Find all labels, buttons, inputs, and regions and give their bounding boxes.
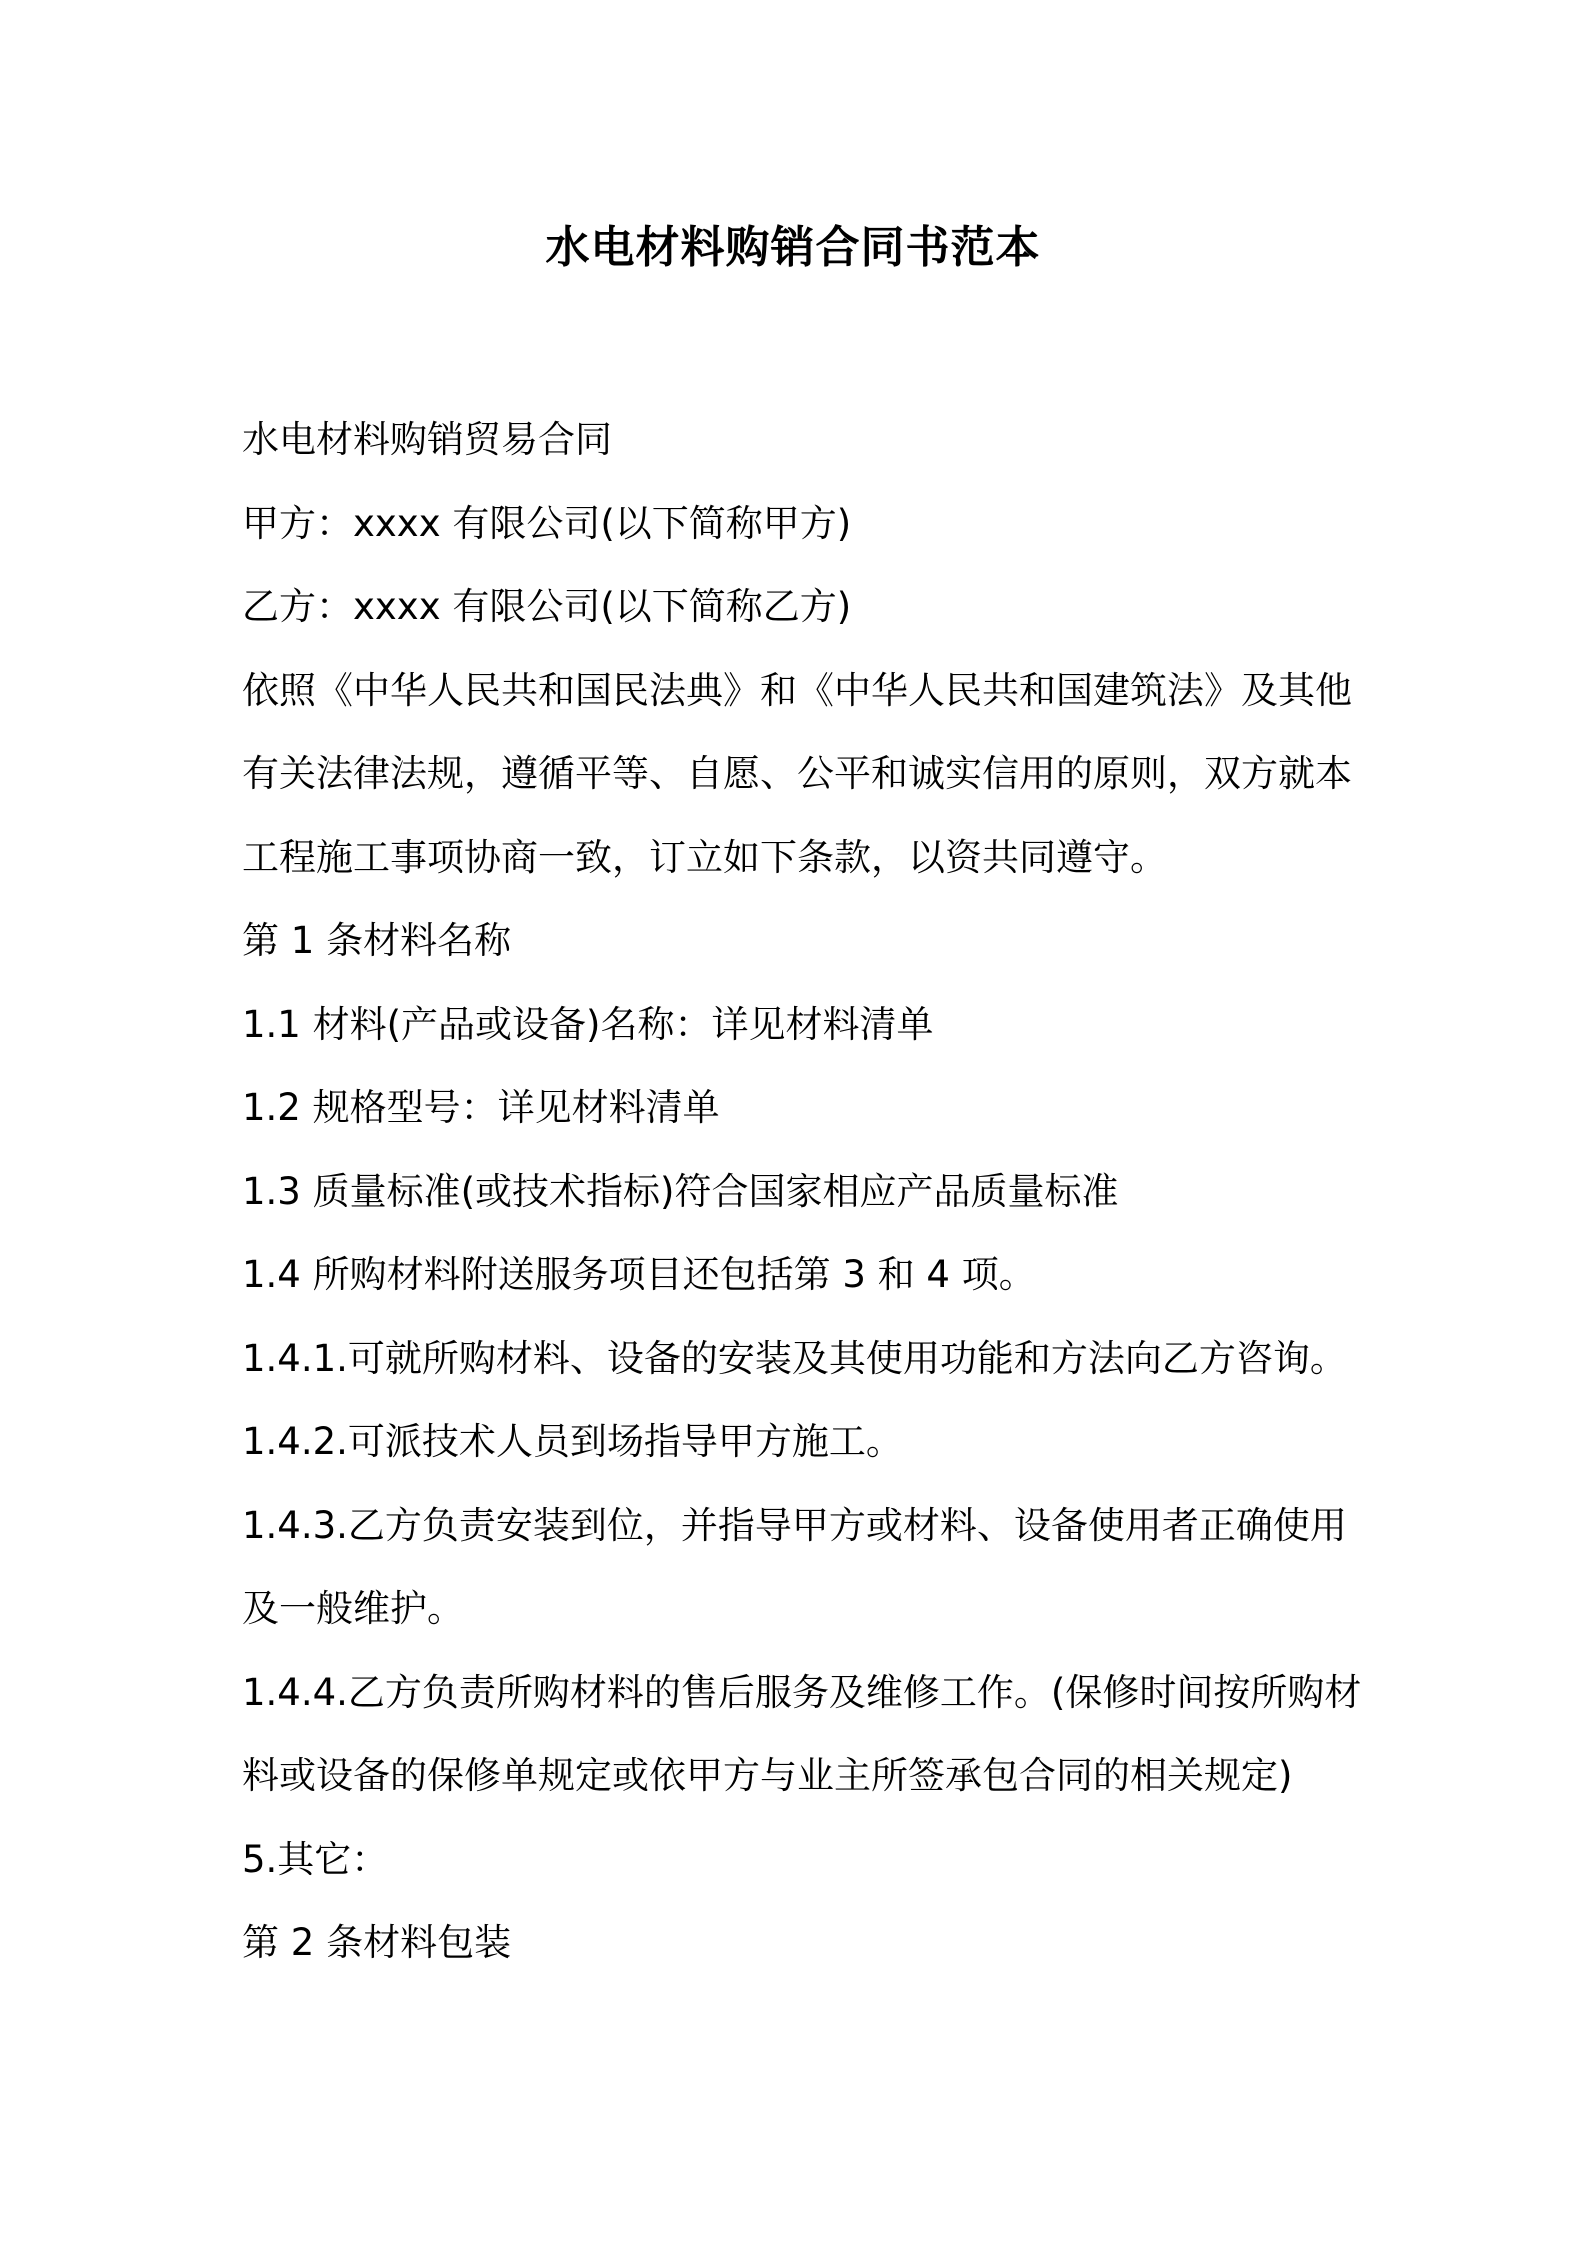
document-title: 水电材料购销合同书范本: [545, 222, 1041, 273]
clause-1-4-3: 1.4.3.乙方负责安装到位，并指导甲方或材料、设备使用者正确使用及一般维护。: [242, 1503, 1347, 1630]
clause-1-1: 1.1 材料(产品或设备)名称：详见材料清单: [242, 1002, 934, 1046]
clause-1-4-2: 1.4.2.可派技术人员到场指导甲方施工。: [242, 1420, 903, 1463]
party-b-line: 乙方：xxxx 有限公司(以下简称乙方): [242, 585, 852, 628]
clause-1-3: 1.3 质量标准(或技术指标)符合国家相应产品质量标准: [242, 1169, 1119, 1213]
clause-1-4: 1.4 所购材料附送服务项目还包括第 3 和 4 项。: [242, 1253, 1036, 1296]
document-body: [242, 398, 1362, 1985]
clause-1-2: 1.2 规格型号：详见材料清单: [242, 1086, 720, 1129]
party-a-line: 甲方：xxxx 有限公司(以下简称甲方): [242, 501, 852, 545]
clause-1-4-1: 1.4.1.可就所购材料、设备的安装及其使用功能和方法向乙方咨询。: [242, 1336, 1347, 1380]
article-1-heading: 第 1 条材料名称: [242, 919, 512, 962]
article-2-heading: 第 2 条材料包装: [242, 1921, 512, 1964]
clause-5-other: 5.其它：: [242, 1837, 389, 1881]
contract-heading: 水电材料购销贸易合同: [242, 418, 612, 461]
clause-1-4-4: 1.4.4.乙方负责所购材料的售后服务及维修工作。(保修时间按所购材料或设备的保修单规定或依甲方与业主所签承包合同的相关规定): [242, 1670, 1362, 1797]
preamble-paragraph: 依照《中华人民共和国民法典》和《中华人民共和国建筑法》及其他有关法律法规，遵循平等、自愿、公平和诚实信用的原则，双方就本工程施工事项协商一致，订立如下条款，以资共同遵守。: [242, 668, 1352, 879]
